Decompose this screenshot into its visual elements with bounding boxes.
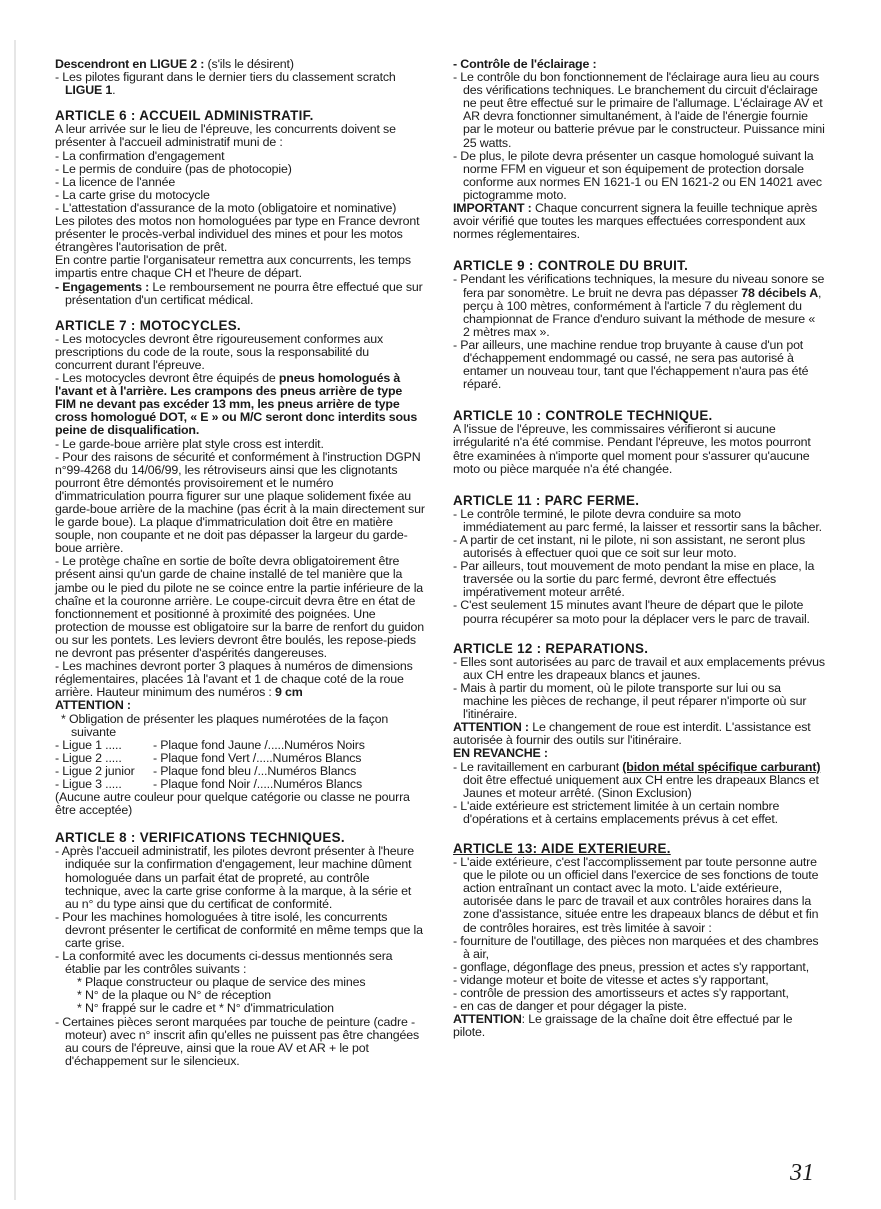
article-10-paragraph: A l'issue de l'épreuve, les commissaires vérifieront si aucune irrégularité n'a été commise. Pendant l'épreuve, les motos pourront être examinées à n'importe quel moment pour s'assurer qu'aucune moto ou pièce marquée n'a été changée.	[453, 422, 811, 476]
list-item: - gonflage, dégonflage des pneus, pression et actes s'y rapportant,	[453, 959, 810, 974]
fuel-note: - Le ravitaillement en carburant (bidon métal spécifique carburant) doit être effectué uniquement aux CH entre les drapeaux Blancs et Jaunes et moteur arrêté. (Sinon Exclusion)	[453, 759, 821, 800]
list-item: - contrôle de pression des amortisseurs et actes s'y rapportant,	[453, 986, 789, 1000]
plate-row: - Ligue 2 ..... - Plaque fond Vert /.....Numéros Blancs	[55, 750, 362, 765]
article-6-paragraph: Les pilotes des motos non homologuées par type en France devront présenter le procès-verbal individuel des mines et pour les motos étrangères l'autorisation de prêt.	[55, 214, 420, 255]
article-7-paragraph: - Le garde-boue arrière plat style cross est interdit.	[55, 436, 324, 451]
article-7-paragraph: - Le protège chaîne en sortie de boîte devra obligatoirement être présent ainsi qu'un garde de chaine installé de tel manière que la jambe ou le pied du pilote ne se coince entre la partie inférieure de la chaîne et la couronne arrière. Le coupe-circuit devra être en état de fonctionnement et positionné à proximité des poignées. Une protection de mousse est obligatoire sur la barre de renfort du guidon ou sur les pontets. Les leviers devront être boulés, les repose-pieds ne devront pas présenter d'aspérités dangereuses.	[55, 554, 425, 661]
list-item: - L'aide extérieure est strictement limitée à un certain nombre d'opérations et à certains emplacements prévus à cet effet.	[453, 798, 780, 826]
left-column	[55, 58, 425, 1068]
article-13-paragraph: - L'aide extérieure, c'est l'accomplissement par toute personne autre que le pilote ou un officiel dans l'exercice de ses fonctions de toute action entraînant un contact avec la moto. L'aide extérieure, autorisée dans le parc de travail et aux contrôles horaires dans la zone d'assistance, située entre les drapeaux blancs de début et fin de contrôles horaires, est très limitée à savoir :	[453, 855, 819, 935]
article-7-plates: - Les machines devront porter 3 plaques à numéros de dimensions réglementaires, placées 1à l'avant et 1 de chaque coté de la roue arrière. Hauteur minimum des numéros : 9 cm	[55, 659, 413, 700]
plate-row: - Ligue 3 ..... - Plaque fond Noir /.....Numéros Blancs	[55, 776, 363, 791]
list-item: - Elles sont autorisées au parc de travail et aux emplacements prévus aux CH entre les drapeaux blancs et jaunes.	[453, 654, 825, 682]
article-11-title: ARTICLE 11 : PARC FERME.	[453, 492, 640, 508]
list-item: - La confirmation d'engagement	[55, 148, 225, 163]
check-item: * N° frappé sur le cadre et * N° d'immatriculation	[77, 1001, 334, 1016]
intro-heading: Descendront en LIGUE 2 : (s'ils le désirent)	[55, 57, 294, 71]
lighting-control-title: - Contrôle de l'éclairage :	[453, 57, 597, 71]
article-10-title: ARTICLE 10 : CONTROLE TECHNIQUE.	[453, 408, 713, 424]
right-column	[453, 58, 825, 1039]
attention-note: ATTENTION : Le changement de roue est interdit. L'assistance est autorisée à fournir des outils sur l'itinéraire.	[453, 720, 811, 748]
check-item: * N° de la plaque ou N° de réception	[77, 988, 271, 1003]
plate-row: - Ligue 2 junior - Plaque fond bleu /...Numéros Blancs	[55, 763, 357, 778]
article-13-title: ARTICLE 13: AIDE EXTERIEURE.	[453, 840, 671, 856]
noise-paragraph: - Par ailleurs, une machine rendue trop bruyante à cause d'un pot d'échappement endommagé ou cassé, ne sera pas autorisé à entamer un nouveau tour, tant que l'échappement n'aura pas été réparé.	[453, 337, 809, 392]
article-9-title: ARTICLE 9 : CONTROLE DU BRUIT.	[453, 258, 689, 274]
page-number: 31	[790, 1160, 814, 1186]
list-item: - Mais à partir du moment, où le pilote transporte sur lui ou sa machine les pièces de rechange, il peut réparer n'importe où sur l'itinéraire.	[453, 680, 807, 722]
attention-item: * Obligation de présenter les plaques numérotées de la façon suivante	[61, 711, 389, 739]
intro-item: - Les pilotes figurant dans le dernier tiers du classement scratch LIGUE 1.	[55, 70, 396, 98]
lighting-paragraph: - De plus, le pilote devra présenter un casque homologué suivant la norme FFM en vigueur et son équipement de protection dorsale conforme aux normes EN 1621-1 ou EN 1621-2 ou EN 14021 avec pictogramme moto.	[453, 148, 822, 202]
article-7-tyres: - Les motocycles devront être équipés de pneus homologués à l'avant et à l'arrière. Les crampons des pneus arrière de type FIM ne devant pas excéder 13 mm, les pneus arrière de type cross homologué DOT, « E » ou M/C seront donc interdits sous peine de disqualification.	[55, 371, 418, 438]
article-8-paragraph: - La conformité avec les documents ci-dessus mentionnés sera établie par les contrôles suivants :	[55, 949, 393, 977]
list-item: - Le contrôle terminé, le pilote devra conduire sa moto immédiatement au parc fermé, la laisser et ressortir sans la bâcher.	[453, 506, 822, 534]
list-item: - C'est seulement 15 minutes avant l'heure de départ que le pilote pourra récupérer sa moto pour la déplacer vers le parc de travail.	[453, 598, 810, 626]
attention-label: ATTENTION :	[55, 698, 131, 713]
en-revanche-label: EN REVANCHE :	[453, 746, 548, 761]
list-item: - A partir de cet instant, ni le pilote, ni son assistant, ne seront plus autorisés à effectuer quoi que ce soit sur leur moto.	[453, 533, 806, 561]
list-item: - fourniture de l'outillage, des pièces non marquées et des chambres à air,	[453, 933, 819, 961]
list-item: - La carte grise du motocycle	[55, 187, 210, 202]
list-item: - Par ailleurs, tout mouvement de moto pendant la mise en place, la traversée ou la sortie du parc fermé, devront être effectués impérativement moteur arrêté.	[453, 559, 815, 600]
plate-row: - Ligue 1 ..... - Plaque fond Jaune /.....Numéros Noirs	[55, 737, 365, 752]
article-8-title: ARTICLE 8 : VERIFICATIONS TECHNIQUES.	[55, 830, 345, 846]
important-note: IMPORTANT : Chaque concurrent signera la feuille technique après avoir vérifié que toutes les marques effectuées correspondent aux normes réglementaires.	[453, 201, 818, 242]
list-item: - vidange moteur et boite de vitesse et actes s'y rapportant,	[453, 972, 769, 987]
engagements-note: - Engagements : Le remboursement ne pourra être effectué que sur présentation d'un certificat médical.	[55, 279, 423, 307]
article-12-title: ARTICLE 12 : REPARATIONS.	[453, 640, 649, 656]
article-8-paragraph: - Pour les machines homologuées à titre isolé, les concurrents devront présenter le certificat de conformité en même temps que la carte grise.	[55, 909, 423, 950]
plates-note: (Aucune autre couleur pour quelque catégorie ou classe ne pourra être acceptée)	[55, 790, 410, 818]
list-item: - en cas de danger et pour dégager la piste.	[453, 999, 687, 1014]
attention-note: ATTENTION: Le graissage de la chaîne doit être effectué par le pilote.	[453, 1012, 793, 1040]
noise-paragraph: - Pendant les vérifications techniques, la mesure du niveau sonore se fera par sonomètre. Le bruit ne devra pas dépasser 78 décibels A, perçu à 100 mètres, conformément à l'article 7 du règlement du championnat de France d'enduro suivant la méthode de mesure « 2 mètres max ».	[453, 272, 825, 339]
article-8-paragraph: - Certaines pièces seront marquées par touche de peinture (cadre - moteur) avec n° inscrit afin qu'elles ne puissent pas être changées au cours de l'épreuve, ainsi que la roue AV et AR + le pot d'échappement sur le silencieux.	[55, 1014, 420, 1068]
article-7-paragraph: - Les motocycles devront être rigoureusement conformes aux prescriptions du code de la route, sous la responsabilité du concurrent durant l'épreuve.	[55, 331, 384, 372]
article-6-title: ARTICLE 6 : ACCUEIL ADMINISTRATIF.	[55, 108, 314, 124]
list-item: - Le permis de conduire (pas de photocopie)	[55, 161, 292, 176]
list-item: - L'attestation d'assurance de la moto (obligatoire et nominative)	[55, 200, 397, 215]
article-7-paragraph: - Pour des raisons de sécurité et conformément à l'instruction DGPN n°99-4268 du 14/06/99, les rétroviseurs ainsi que les clignotants pourront être démontés provisoirement et le numéro d'immatriculation pourra figurer sur une plaque solidement fixée au garde-boue arrière de la machine (pas écrit à la main directement sur le garde boue). La plaque d'immatriculation doit être en matière souple, non coupante et ne doit pas dépasser la largeur du garde-boue arrière.	[55, 449, 425, 556]
list-item: - La licence de l'année	[55, 174, 176, 189]
check-item: * Plaque constructeur ou plaque de service des mines	[77, 975, 366, 990]
lighting-paragraph: - Le contrôle du bon fonctionnement de l'éclairage aura lieu au cours des vérifications techniques. Le branchement du circuit d'éclairage ne peut être effectué sur le primaire de l'allumage. L'éclairage AV et AR devra fonctionner simultanément, à l'aide de l'énergie fournie par le moteur ou batterie prévue par le constructeur. Puissance mini 25 watts.	[453, 70, 825, 150]
article-7-title: ARTICLE 7 : MOTOCYCLES.	[55, 317, 241, 333]
article-6-paragraph: En contre partie l'organisateur remettra aux concurrents, les temps impartis entre chaque CH et l'heure de départ.	[55, 253, 411, 281]
article-6-intro: A leur arrivée sur le lieu de l'épreuve, les concurrents doivent se présenter à l'accueil administratif muni de :	[55, 122, 396, 150]
scan-edge-line	[14, 40, 16, 1200]
article-8-paragraph: - Après l'accueil administratif, les pilotes devront présenter à l'heure indiquée sur la confirmation d'engagement, leur machine dûment homologuée dans un parfait état de propreté, au contrôle technique, avec la carte grise conforme à la marque, à la série et au n° du type ainsi que du certificat de conformité.	[55, 844, 414, 911]
